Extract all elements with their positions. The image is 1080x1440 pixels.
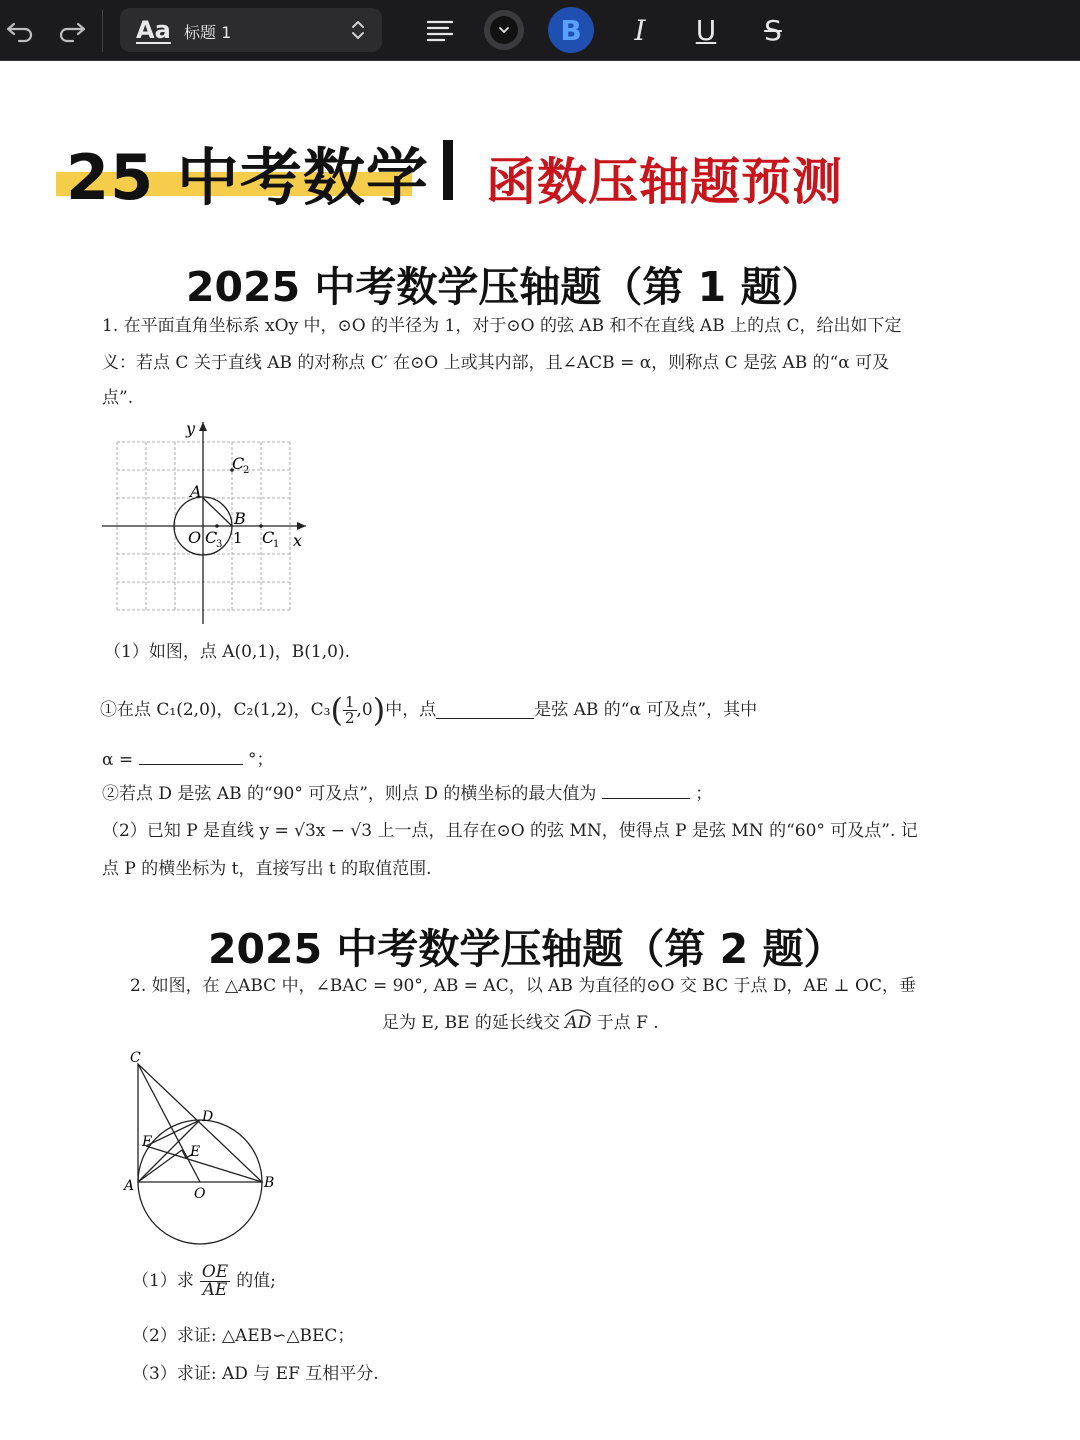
align-left-icon	[426, 18, 454, 42]
fig2-point-D: D	[202, 1109, 214, 1125]
part-1b-text: ②若点 D 是弦 AB 的“90° 可及点”，则点 D 的横坐标的最大值为	[102, 784, 597, 804]
strikethrough-button[interactable]: S	[764, 13, 782, 47]
underline-button[interactable]: U	[695, 13, 717, 47]
line-2-prefix: 足为 E, BE 的延长线交	[382, 1013, 560, 1033]
page-title-left: 25 中考数学	[66, 141, 429, 214]
point-C2-subscript: 2	[243, 465, 250, 476]
arc-label: AD	[565, 1013, 592, 1033]
section-2-title: 2025 中考数学压轴题（第 2 题）	[208, 925, 845, 973]
fraction-half	[343, 692, 357, 727]
chevron-down-icon	[498, 26, 510, 34]
fraction-tail: ,0	[356, 699, 373, 720]
problem-2-line-2	[382, 1015, 659, 1032]
left-paren: (	[330, 691, 343, 729]
point-B-label: B	[234, 509, 246, 528]
problem-2-part-1	[132, 1256, 276, 1306]
page-title-right: 函数压轴题预测	[486, 153, 843, 211]
fig2-point-A: A	[124, 1178, 135, 1194]
fraction-AE: AE	[202, 1279, 228, 1300]
section-1-title: 2025 中考数学压轴题（第 1 题）	[186, 263, 823, 311]
text-color-swatch	[490, 16, 518, 44]
fraction-denominator: 2	[344, 708, 355, 727]
point-A-label: A	[190, 482, 202, 501]
text-style-dropdown[interactable]	[120, 8, 382, 52]
italic-button[interactable]: I	[634, 13, 646, 47]
alpha-label: α =	[102, 750, 134, 770]
toolbar-divider	[102, 10, 103, 52]
y-axis-label: y	[186, 419, 196, 438]
part-1a-mid: 中，点	[385, 699, 437, 720]
arc-AD	[565, 1015, 591, 1032]
redo-button[interactable]	[52, 0, 92, 60]
fraction-OE: OE	[201, 1261, 229, 1282]
problem-1-line-3: 点”.	[102, 388, 134, 408]
part-1a-prefix: ①在点 C₁(2,0)，C₂(1,2)，C₃	[100, 699, 331, 720]
fig2-point-E: E	[190, 1144, 201, 1160]
editor-toolbar	[0, 0, 1080, 61]
problem-1-part-2-line-2: 点 P 的横坐标为 t，直接写出 t 的取值范围.	[102, 859, 432, 879]
answer-blank-max-x[interactable]	[602, 784, 690, 799]
title-divider	[443, 140, 453, 200]
part-1-prefix: （1）求	[132, 1270, 194, 1291]
align-button[interactable]	[420, 0, 460, 60]
arc-mark-icon	[563, 1007, 593, 1017]
text-color-button[interactable]	[484, 10, 524, 50]
problem-1-line-2: 义：若点 C 关于直线 AB 的对称点 C′ 在⊙O 上或其内部，且∠ACB = α，则称点 C 是弦 AB 的“α 可及	[102, 353, 890, 373]
answer-blank-alpha[interactable]	[139, 750, 243, 765]
part-1-suffix: 的值;	[236, 1270, 276, 1291]
answer-blank-points[interactable]	[436, 702, 534, 719]
bold-button[interactable]: B	[548, 7, 594, 53]
undo-button[interactable]	[0, 0, 40, 60]
fig2-point-C: C	[130, 1050, 141, 1066]
figure-1-coordinate-grid	[96, 416, 316, 628]
point-O-label: O	[188, 528, 202, 547]
part-1a-suffix: 是弦 AB 的“α 可及点”，其中	[534, 699, 758, 720]
redo-icon	[57, 15, 87, 45]
problem-1-part-2-line-1: （2）已知 P 是直线 y = √3x − √3 上一点，且存在⊙O 的弦 MN，使得点 P 是弦 MN 的“60° 可及点”. 记	[102, 821, 918, 841]
problem-1-alpha-line	[102, 750, 273, 769]
tick-one-label: 1	[233, 529, 243, 547]
x-axis-label: x	[293, 531, 303, 550]
up-down-chevron-icon	[348, 18, 368, 42]
point-C1-subscript: 1	[273, 539, 280, 550]
fig2-point-O: O	[194, 1186, 206, 1202]
problem-2-part-2: （2）求证: △AEB∽△BEC；	[132, 1326, 355, 1346]
line-2-suffix: 于点 F .	[596, 1013, 659, 1033]
right-paren: )	[372, 691, 386, 729]
fig2-point-B: B	[264, 1175, 275, 1191]
text-style-icon: Aa	[136, 16, 171, 44]
text-style-value: 标题 1	[184, 23, 232, 42]
problem-1-line-1: 1. 在平面直角坐标系 xOy 中，⊙O 的半径为 1，对于⊙O 的弦 AB 和不在直线 AB 上的点 C，给出如下定	[102, 316, 902, 336]
degree-suffix: °；	[247, 750, 274, 770]
fraction-numerator: 1	[344, 692, 355, 711]
undo-icon	[5, 15, 35, 45]
point-C3-subscript: 3	[216, 539, 223, 550]
point-C3-label: C	[205, 528, 218, 547]
problem-1-part-1: （1）如图，点 A(0,1)，B(1,0).	[104, 642, 350, 662]
point-C1-label: C	[262, 528, 275, 547]
part-1b-suffix: ；	[695, 784, 713, 804]
problem-2-part-3: （3）求证: AD 与 EF 互相平分.	[132, 1364, 379, 1384]
problem-1-part-1a	[100, 690, 757, 730]
fraction-OE-AE	[200, 1261, 230, 1300]
fig2-point-F: F	[142, 1134, 152, 1150]
problem-2-line-1: 2. 如图，在 △ABC 中，∠BAC = 90°, AB = AC，以 AB 为直径的⊙O 交 BC 于点 D，AE ⊥ OC，垂	[130, 976, 916, 996]
figure-2-geometry	[120, 1046, 280, 1250]
point-C2-label: C	[232, 454, 245, 473]
problem-1-part-1b	[102, 784, 712, 803]
